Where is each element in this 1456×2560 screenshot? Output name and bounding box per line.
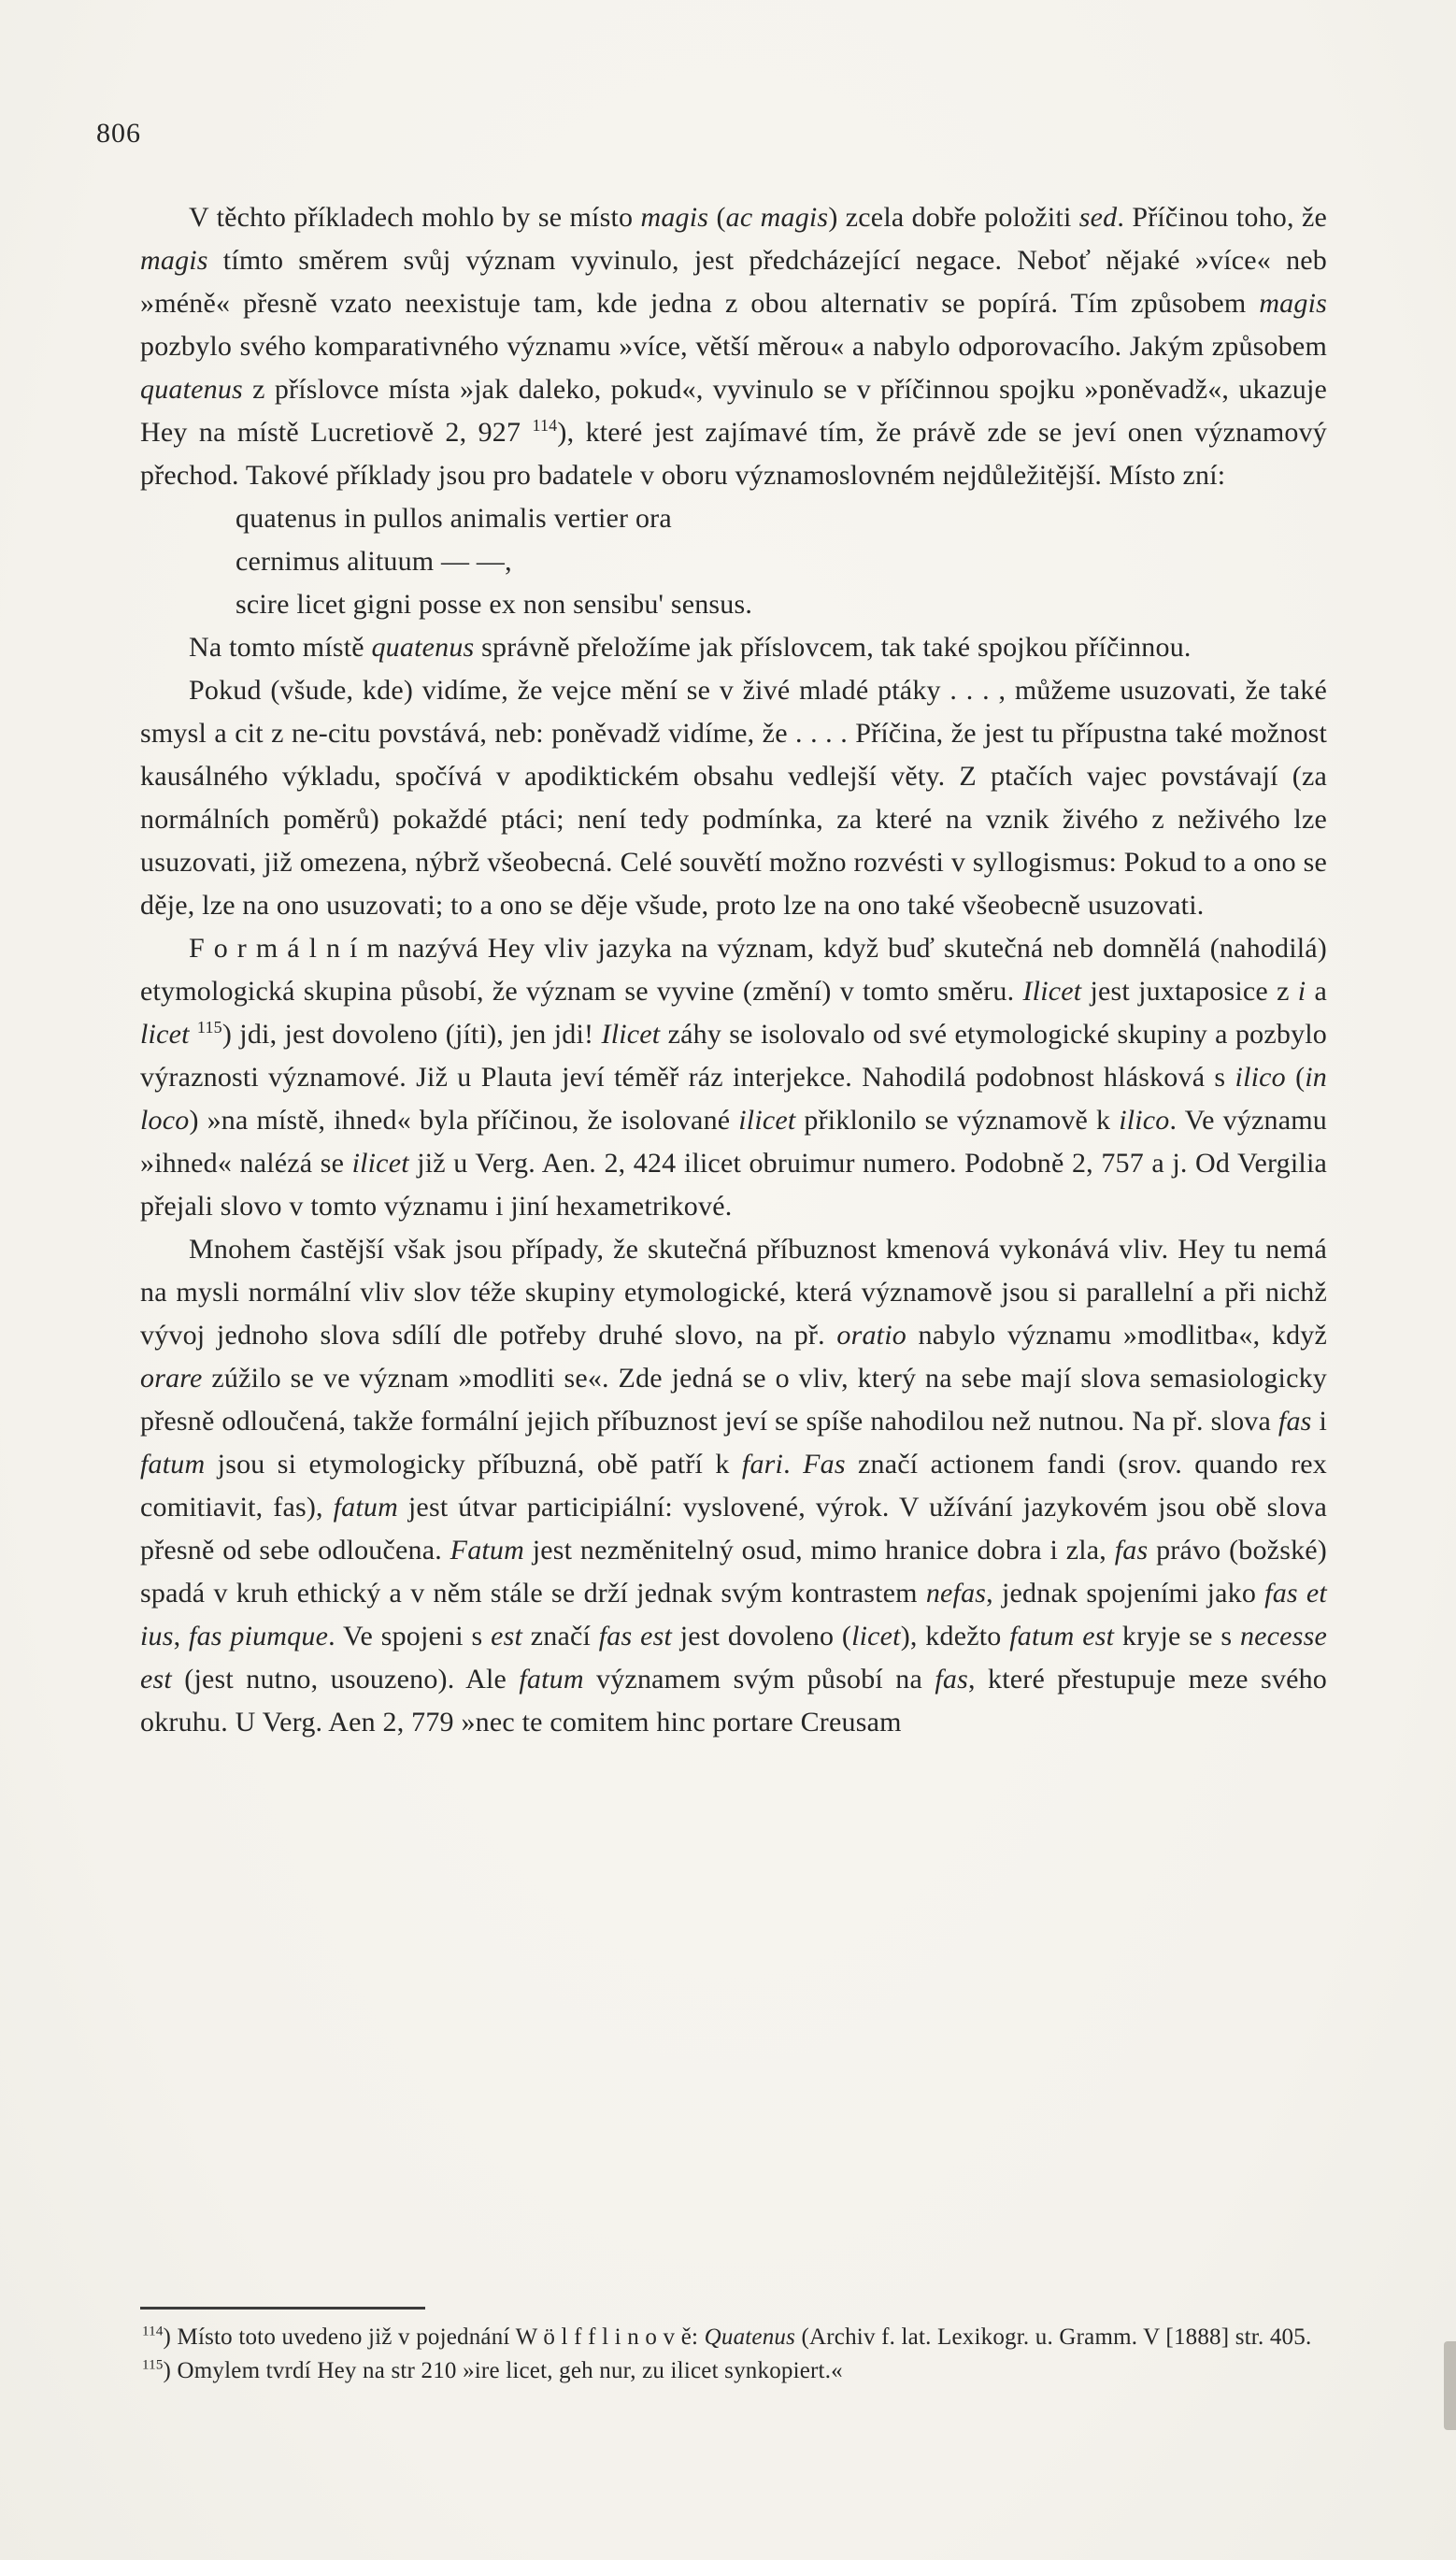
italic-term: fatum: [519, 1664, 584, 1695]
italic-term: fas: [1114, 1535, 1149, 1566]
italic-term: est: [491, 1621, 523, 1652]
footnote-marker: 114: [142, 2324, 164, 2339]
italic-term: fatum: [333, 1492, 398, 1523]
italic-term: Quatenus: [704, 2324, 796, 2350]
italic-term: magis: [140, 245, 208, 276]
italic-term: fari: [741, 1449, 784, 1480]
page-body: [140, 196, 1327, 1744]
footnote-marker: 115: [196, 1018, 222, 1037]
italic-term: ilico: [1235, 1062, 1286, 1093]
italic-term: fas: [1278, 1406, 1312, 1437]
italic-term: ilicet: [351, 1148, 409, 1179]
italic-term: magis: [640, 202, 709, 233]
italic-term: in loco: [140, 1062, 1328, 1136]
paragraph: Mnohem častější však jsou případy, že skutečná příbuznost kmenová vykonává vliv. Hey tu nemá na mysli normální vliv slov téže skupiny etymologické, která významově jsou si parallelní a při nichž vývoj jednoho slova sdílí dle potřeby druhé slovo, na př. oratio nabylo významu »modlitba«, když orare zúžilo se ve význam »modliti se«. Zde jedná se o vliv, který na sebe mají slova semasiologicky přesně odloučená, takže formální jejich příbuznost jeví se spíše nahodilou než nutnou. Na př. slova fas i fatum jsou si etymologicky příbuzná, obě patří k fari. Fas značí actionem fandi (srov. quando rex comitiavit, fas), fatum jest útvar participiální: vyslovené, výrok. V užívání jazykovém jsou obě slova přesně od sebe odloučena. Fatum jest nezměnitelný osud, mimo hranice dobra i zla, fas právo (božské) spadá v kruh ethický a v něm stále se drží jednak svým kontrastem nefas, jednak spojeními jako fas et ius, fas piumque. Ve spojeni s est značí fas est jest dovoleno (licet), kdežto fatum est kryje se s necesse est (jest nutno, usouzeno). Ale fatum významem svým působí na fas, které přestupuje meze svého okruhu. U Verg. Aen 2, 779 »nec te comitem hinc portare Creusam: [140, 1234, 1328, 1738]
italic-term: quatenus: [371, 632, 475, 663]
italic-term: licet: [851, 1621, 901, 1652]
scan-artifact: [1444, 2341, 1456, 2430]
footnote: $^{114}$) Místo toto uvedeno již v pojednání W ö l f f l i n o v ě: Quatenus (Archiv f. lat. Lexikogr. u. Gramm. V [1888] str. 405.: [142, 2324, 1312, 2350]
italic-term: nefas: [925, 1578, 987, 1609]
italic-term: licet: [140, 1019, 190, 1050]
paragraph: F o r m á l n í m nazývá Hey vliv jazyka na význam, když buď skutečná neb domnělá (nahodilá) etymologická skupina působí, že význam se vyvine (změní) v tomto směru. Ilicet jest juxtaposice z i a licet $^{115}$) jdi, jest dovoleno (jíti), jen jdi! Ilicet záhy se isolovalo od své etymologické skupiny a pozbylo výraznosti významové. Již u Plauta jeví téměř ráz interjekce. Nahodilá podobnost hlásková s ilico (in loco) »na místě, ihned« byla příčinou, že isolované ilicet přiklonilo se významově k ilico. Ve významu »ihned« nalézá se ilicet již u Verg. Aen. 2, 424 ilicet obruimur numero. Podobně 2, 757 a j. Od Vergilia přejali slovo v tomto významu i jiní hexametrikové.: [140, 933, 1328, 1222]
italic-term: fatum: [140, 1449, 206, 1480]
paragraph: Pokud (všude, kde) vidíme, že vejce mění se v živé mladé ptáky . . . , můžeme usuzovati, že také smysl a cit z ne-citu povstává, neb: poněvadž vidíme, že . . . . Příčina, že jest tu přípustna také možnost kausálného výkladu, spočívá v apodiktickém obsahu vedlejší věty. Z ptačích vajec povstávají (za normálních poměrů) pokaždé ptáci; není tedy podmínka, za které na vznik živého z neživého lze usuzovati, již omezena, nýbrž všeobecná. Celé souvětí možno rozvésti v syllogismus: Pokud to a ono se děje, lze na ono usuzovati; to a ono se děje všude, proto lze na ono také všeobecně usuzovati.: [140, 675, 1327, 921]
italic-term: necesse est: [140, 1621, 1327, 1695]
italic-term: ilicet: [738, 1105, 796, 1136]
verse-line: cernimus alituum — —,: [236, 546, 512, 577]
italic-term: fatum est: [1009, 1621, 1115, 1652]
italic-term: sed: [1078, 202, 1118, 233]
page-number: 806: [96, 118, 141, 149]
italic-term: i: [1297, 976, 1306, 1007]
footnote-separator-rule: [140, 2307, 425, 2310]
paragraph: Na tomto místě quatenus správně přeložíme jak příslovcem, tak také spojkou příčinnou.: [189, 632, 1192, 663]
verse-line: scire licet gigni posse ex non sensibu' sensus.: [236, 589, 753, 620]
italic-term: Fas: [803, 1449, 846, 1480]
verse-quote: [236, 497, 1327, 626]
italic-term: Ilicet: [601, 1019, 661, 1050]
italic-term: fas: [935, 1664, 968, 1695]
paragraph: V těchto příkladech mohlo by se místo magis (ac magis) zcela dobře položiti sed. Příčinou toho, že magis tímto směrem svůj význam vyvinulo, jest předcházející negace. Neboť nějaké »více« neb »méně« přesně vzato neexistuje tam, kde jedna z obou alternativ se popírá. Tím způsobem magis pozbylo svého komparativného významu »více, větší měrou« a nabylo odporovacího. Jakým způsobem quatenus z příslovce místa »jak daleko, pokud«, vyvinulo se v příčinnou spojku »poněvadž«, ukazuje Hey na místě Lucretiově 2, 927 $^{114}$), které jest zajímavé tím, že právě zde se jeví onen významový přechod. Takové příklady jsou pro badatele v oboru významoslovném nejdůležitější. Místo zní:: [140, 202, 1327, 491]
italic-term: oratio: [836, 1320, 906, 1351]
italic-term: ac magis: [725, 202, 829, 233]
italic-term: fas piumque: [189, 1621, 329, 1652]
italic-term: Fatum: [450, 1535, 524, 1566]
footnote-marker: 115: [142, 2357, 164, 2373]
italic-term: ilico: [1119, 1105, 1170, 1136]
italic-term: orare: [140, 1363, 203, 1394]
verse-line: quatenus in pullos animalis vertier ora: [236, 503, 672, 534]
footnotes: [97, 2307, 1327, 2388]
italic-term: magis: [1259, 288, 1327, 319]
italic-term: fas est: [598, 1621, 673, 1652]
italic-term: Ilicet: [1022, 976, 1082, 1007]
footnotes-list: [97, 2321, 1327, 2388]
footnote: $^{115}$) Omylem tvrdí Hey na str 210 »ire licet, geh nur, zu ilicet synkopiert.«: [142, 2357, 843, 2383]
italic-term: quatenus: [140, 374, 243, 405]
italic-term: fas et ius: [140, 1578, 1327, 1652]
footnote-marker: 114: [532, 416, 558, 435]
